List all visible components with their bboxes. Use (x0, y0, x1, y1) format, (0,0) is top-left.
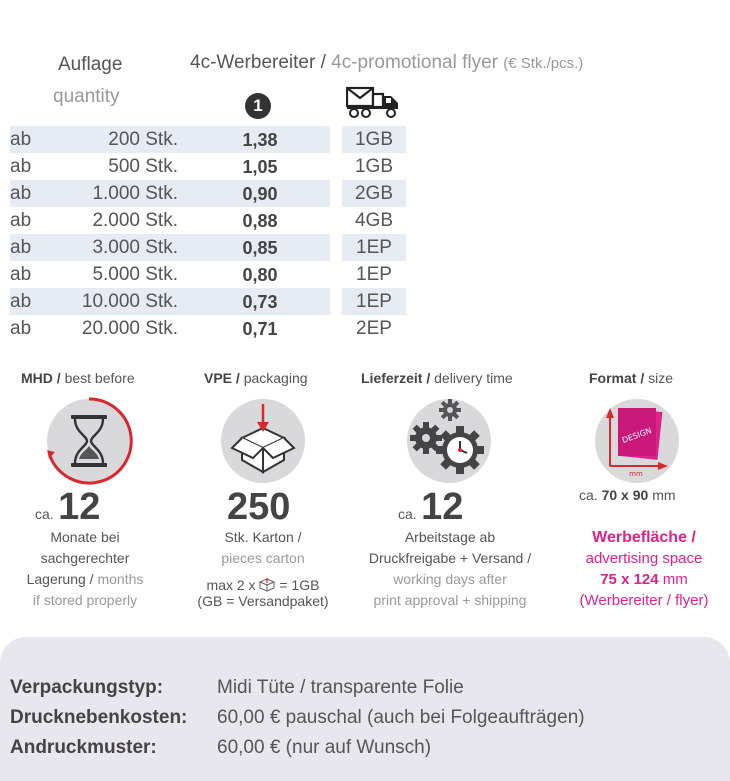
table-row (10, 261, 410, 288)
vpe-note: Stk. Karton / pieces carton max 2 x = 1GB (GB = Versandpaket) (197, 529, 329, 609)
table-row (10, 234, 410, 261)
option-1-icon: 1 (245, 93, 271, 119)
row-shipping: 2GB (354, 183, 394, 204)
row-quantity: 2.000 Stk. (92, 210, 178, 231)
row-quantity: 5.000 Stk. (92, 264, 178, 285)
row-quantity: 1.000 Stk. (92, 183, 178, 204)
row-price: 1,38 (242, 130, 278, 150)
row-prefix: ab (10, 210, 32, 231)
row-shipping: 4GB (354, 210, 394, 231)
lieferzeit-note: Arbeitstage ab Druckfreigabe + Versand / working days after print approval + shipping (368, 529, 532, 608)
vpe-value: 250 (227, 486, 291, 528)
small-box-icon (259, 578, 275, 592)
product-title (190, 52, 583, 74)
row-prefix: ab (10, 318, 32, 339)
lieferzeit-title: Lieferzeit / delivery time (361, 370, 513, 386)
row-quantity: 3.000 Stk. (92, 237, 178, 258)
box-icon (218, 396, 308, 486)
mhd-title: MHD / best before (21, 370, 135, 386)
lieferzeit-value: ca. 12 (398, 486, 464, 528)
row-shipping: 1EP (356, 237, 392, 258)
svg-text:mm: mm (629, 470, 643, 478)
row-shipping: 1GB (354, 156, 394, 177)
column-header-auflage: Auflage (58, 54, 123, 75)
hourglass-icon (44, 396, 134, 486)
price-table (10, 126, 410, 342)
row-quantity: 20.000 Stk. (81, 318, 178, 339)
row-quantity: 200 Stk. (108, 129, 178, 150)
row-prefix: ab (10, 264, 32, 285)
format-ad-space: Werbefläche / advertising space 75 x 124 mm (Werbereiter / flyer) (579, 529, 709, 609)
product-title-en: 4c-promotional flyer (331, 52, 498, 73)
row-shipping: 2EP (356, 318, 392, 339)
table-row (10, 288, 410, 315)
info-row-extra-costs: Drucknebenkosten: 60,00 € pauschal (auch bei Folgeaufträgen) (10, 707, 585, 728)
product-unit: (€ Stk./pcs.) (503, 55, 584, 72)
row-shipping: 1EP (356, 264, 392, 285)
row-price: 0,80 (242, 265, 278, 285)
mhd-note: Monate bei sachgerechter Lagerung / months if stored properly (26, 529, 144, 608)
table-row (10, 153, 410, 180)
info-row-packaging: Verpackungstyp: Midi Tüte / transparente Folie (10, 677, 464, 698)
row-price: 1,05 (242, 157, 278, 177)
table-row (10, 207, 410, 234)
product-title-de: 4c-Werbereiter / (190, 52, 326, 73)
gears-clock-icon (404, 396, 494, 486)
row-prefix: ab (10, 183, 32, 204)
row-quantity: 10.000 Stk. (81, 291, 178, 312)
info-row-proof: Andruckmuster: 60,00 € (nur auf Wunsch) (10, 737, 432, 758)
truck-mail-icon (346, 86, 400, 118)
row-prefix: ab (10, 291, 32, 312)
row-price: 0,85 (242, 238, 278, 258)
svg-text:DESIGN: DESIGN (620, 426, 653, 446)
vpe-title: VPE / packaging (204, 370, 308, 386)
row-shipping: 1EP (356, 291, 392, 312)
row-prefix: ab (10, 237, 32, 258)
format-design-icon (592, 396, 682, 486)
row-quantity: 500 Stk. (108, 156, 178, 177)
format-size: ca. 70 x 90 mm (579, 487, 676, 503)
mhd-value: ca. 12 (35, 486, 101, 528)
table-row (10, 315, 410, 342)
row-price: 0,90 (242, 184, 278, 204)
row-price: 0,88 (242, 211, 278, 231)
table-row (10, 126, 410, 153)
info-box (0, 637, 730, 781)
table-row (10, 180, 410, 207)
row-prefix: ab (10, 156, 32, 177)
format-title: Format / size (589, 370, 674, 386)
row-price: 0,73 (242, 292, 278, 312)
row-prefix: ab (10, 129, 32, 150)
row-price: 0,71 (242, 319, 278, 339)
column-header-quantity: quantity (53, 86, 120, 107)
row-shipping: 1GB (354, 129, 394, 150)
